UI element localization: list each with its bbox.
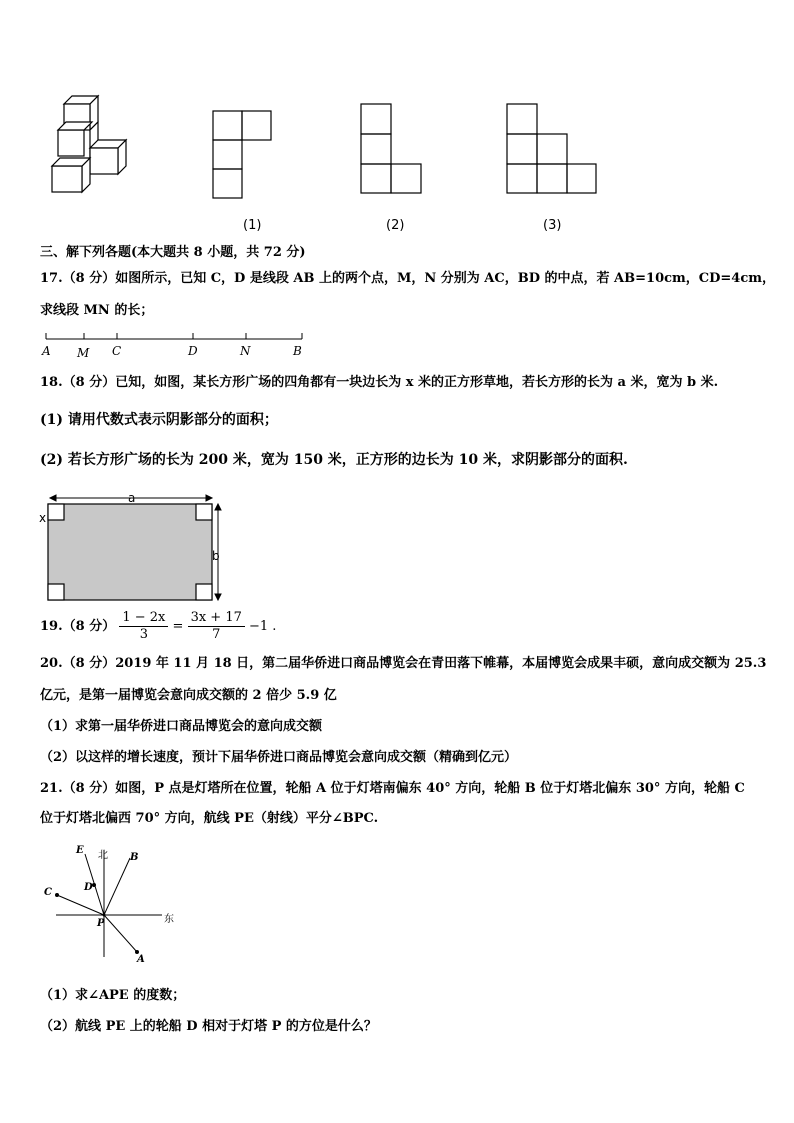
q19-rhs-fraction: $\frac{3x + 17}{7}$ bbox=[188, 610, 245, 643]
q21-label-east: 东 bbox=[164, 914, 174, 925]
q21-direction-figure bbox=[40, 840, 190, 965]
q17-point-N: N bbox=[240, 344, 251, 358]
q19-equation bbox=[40, 607, 276, 647]
q19-lhs-fraction: $\frac{1 - 2x}{3}$ bbox=[119, 610, 168, 643]
q21-label-C: C bbox=[44, 887, 52, 898]
view-1-label: (1) bbox=[243, 218, 262, 233]
q21-line2: 位于灯塔北偏西 70° 方向，航线 PE（射线）平分∠BPC. bbox=[40, 811, 379, 826]
cube-stack-figure bbox=[44, 92, 134, 197]
q21-part1: （1）求∠APE 的度数； bbox=[40, 988, 186, 1003]
q18-label-x: x bbox=[39, 511, 47, 525]
q17-line1: 17.（8 分）如图所示，已知 C，D 是线段 AB 上的两个点，M，N 分别为 AC，BD 的中点，若 AB=10cm，CD=4cm， bbox=[40, 271, 776, 286]
q18-label-a: a bbox=[128, 491, 136, 505]
q19-prefix: 19.（8 分） bbox=[40, 619, 116, 634]
view-3-label: (3) bbox=[543, 218, 562, 233]
q17-point-C: C bbox=[112, 344, 122, 358]
q18-part2: (2) 若长方形广场的长为 200 米，宽为 150 米，正方形的边长为 10 米，求阴影部分的面积. bbox=[40, 452, 628, 468]
q18-part1: (1) 请用代数式表示阴影部分的面积； bbox=[40, 412, 278, 428]
q20-line2: 亿元，是第一届博览会意向成交额的 2 倍少 5.9 亿 bbox=[40, 688, 337, 703]
view-2-grid bbox=[360, 103, 424, 195]
view-3-grid bbox=[506, 103, 598, 195]
q21-label-B: B bbox=[130, 852, 139, 863]
q17-point-M: M bbox=[77, 346, 90, 360]
q19-equals: = bbox=[172, 619, 184, 634]
section-heading: 三、解下列各题(本大题共 8 小题，共 72 分) bbox=[40, 245, 306, 260]
q21-label-A: A bbox=[137, 954, 145, 965]
q20-part2: （2）以这样的增长速度，预计下届华侨进口商品博览会意向成交额（精确到亿元） bbox=[40, 750, 518, 765]
q17-line2: 求线段 MN 的长； bbox=[40, 303, 154, 318]
q18-label-b: b bbox=[212, 549, 220, 563]
q21-line1: 21.（8 分）如图，P 点是灯塔所在位置，轮船 A 位于灯塔南偏东 40° 方向，轮船 B 位于灯塔北偏东 30° 方向，轮船 C bbox=[40, 781, 745, 796]
q21-label-north: 北 bbox=[98, 850, 108, 861]
q21-label-E: E bbox=[76, 845, 84, 856]
q21-label-D: D bbox=[84, 882, 93, 893]
q17-point-D: D bbox=[188, 344, 198, 358]
q18-rectangle-figure bbox=[36, 488, 236, 604]
q21-part2: （2）航线 PE 上的轮船 D 相对于灯塔 P 的方位是什么？ bbox=[40, 1019, 377, 1034]
q21-label-P: P bbox=[97, 918, 105, 929]
q17-segment-figure bbox=[40, 328, 310, 360]
q17-point-A: A bbox=[42, 344, 51, 358]
q19-tail: −1 . bbox=[249, 619, 277, 634]
q18-line1: 18.（8 分）已知，如图，某长方形广场的四角都有一块边长为 x 米的正方形草地，若长方形的长为 a 米，宽为 b 米. bbox=[40, 375, 719, 390]
q17-point-B: B bbox=[293, 344, 302, 358]
q20-part1: （1）求第一届华侨进口商品博览会的意向成交额 bbox=[40, 719, 323, 734]
view-1-grid bbox=[212, 110, 274, 200]
view-2-label: (2) bbox=[386, 218, 405, 233]
q20-line1: 20.（8 分）2019 年 11 月 18 日，第二届华侨进口商品博览会在青田落下帷幕，本届博览会成果丰硕，意向成交额为 25.3 bbox=[40, 656, 767, 671]
